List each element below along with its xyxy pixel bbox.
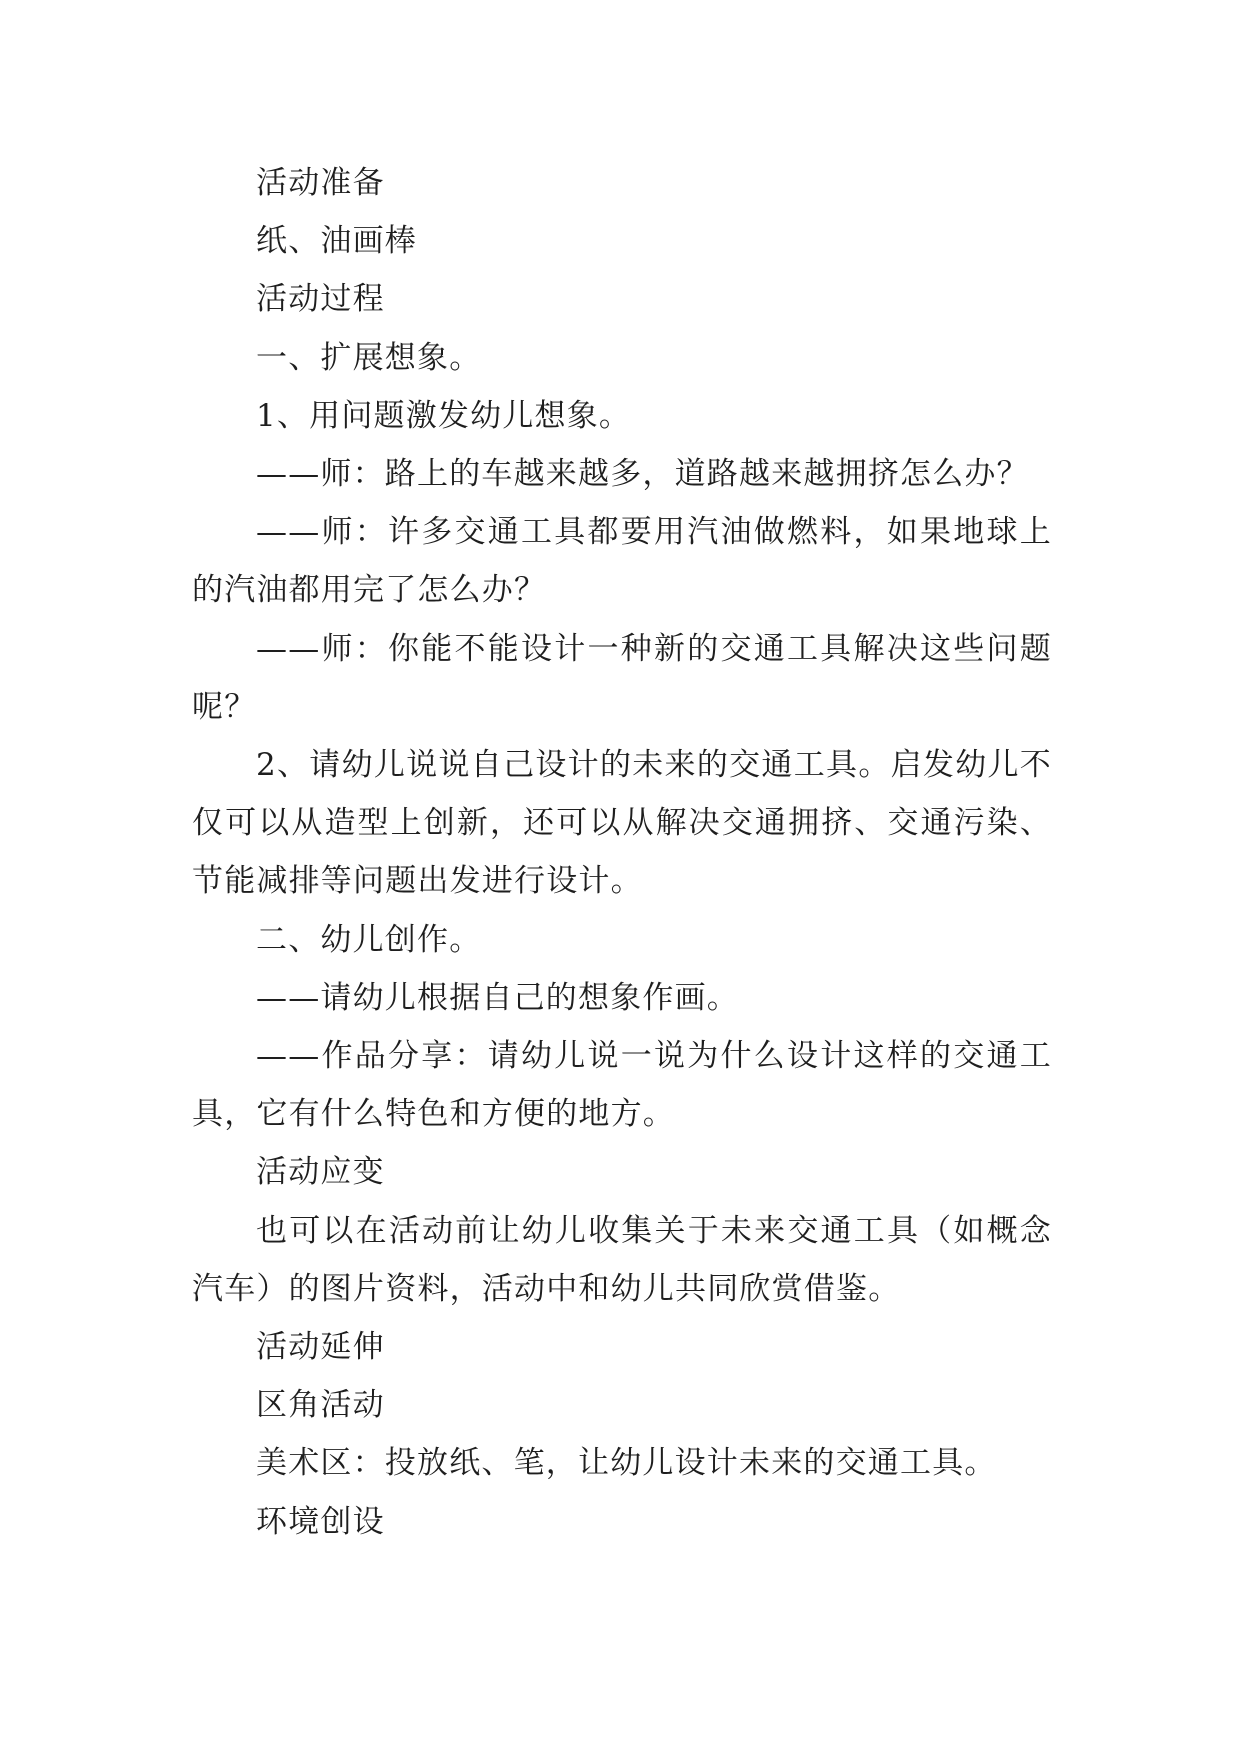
heading-activity-adaptation: 活动应变 <box>256 1154 385 1191</box>
step-2-paragraph: 2、请幼儿说说自己设计的未来的交通工具。启发幼儿不仅可以从造型上创新，还可以从解决交通拥挤、交通污染、节能减排等问题出发进行设计。 <box>192 747 1052 900</box>
heading-activity-extension: 活动延伸 <box>256 1329 385 1366</box>
creation-instruction: ——请幼儿根据自己的想象作画。 <box>256 979 739 1016</box>
heading-environment-creation: 环境创设 <box>256 1503 385 1540</box>
teacher-question-2: ——师：许多交通工具都要用汽油做燃料，如果地球上的汽油都用完了怎么办？ <box>192 514 1052 609</box>
adaptation-paragraph: 也可以在活动前让幼儿收集关于未来交通工具（如概念汽车）的图片资料，活动中和幼儿共同欣赏借鉴。 <box>192 1212 1052 1307</box>
work-sharing-paragraph: ——作品分享：请幼儿说一说为什么设计这样的交通工具，它有什么特色和方便的地方。 <box>192 1038 1052 1133</box>
teacher-question-3: ——师：你能不能设计一种新的交通工具解决这些问题呢？ <box>192 630 1052 725</box>
heading-corner-activity: 区角活动 <box>256 1387 385 1424</box>
section-heading-expand-imagination: 一、扩展想象。 <box>256 339 482 376</box>
heading-activity-preparation: 活动准备 <box>256 165 385 201</box>
teacher-question-1: ——师：路上的车越来越多，道路越来越拥挤怎么办？ <box>256 456 1029 493</box>
paragraph-materials: 纸、油画棒 <box>256 223 417 260</box>
heading-activity-process: 活动过程 <box>256 281 385 318</box>
art-area-paragraph: 美术区：投放纸、笔，让幼儿设计未来的交通工具。 <box>256 1445 997 1482</box>
section-heading-children-creation: 二、幼儿创作。 <box>256 921 482 958</box>
step-1-heading: 1、用问题激发幼儿想象。 <box>256 397 632 434</box>
document-body <box>192 154 1052 1551</box>
